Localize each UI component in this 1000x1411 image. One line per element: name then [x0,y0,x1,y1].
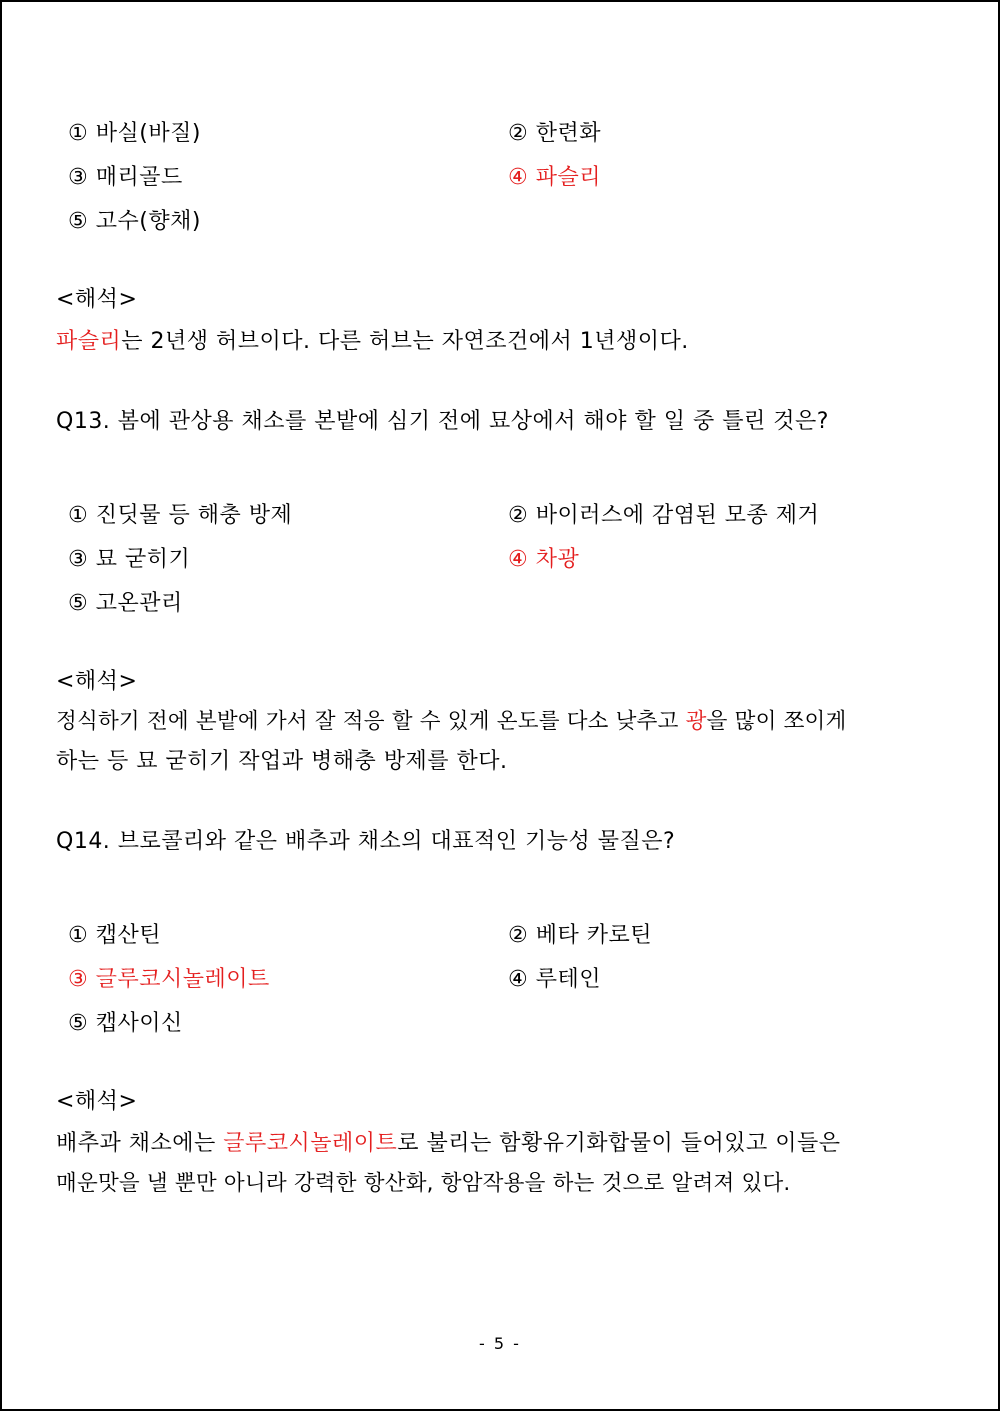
q14-option-5 [68,1008,183,1040]
option-text: 진딧물 등 해충 방제 [95,503,293,528]
option-text: 묘 굳히기 [95,547,191,572]
q12-option-3 [68,162,183,194]
explanation-text-cont: 을 많이 쪼이게 [706,709,847,734]
explanation-highlight: 파슬리 [56,329,122,354]
option-number: ② [508,121,529,146]
q13-explanation-line-2: 하는 등 묘 굳히기 작업과 병해충 방제를 한다. [56,749,508,774]
q12-explanation-label: <해석> [56,287,138,312]
option-text: 바이러스에 감염된 모종 제거 [535,503,820,528]
q14-question: Q14. 브로콜리와 같은 배추과 채소의 대표적인 기능성 물질은? [56,829,676,854]
option-number: ③ [68,967,89,992]
q13-question: Q13. 봄에 관상용 채소를 본밭에 심기 전에 묘상에서 해야 할 일 중 틀린 것은? [56,409,829,434]
q13-option-4-answer [508,544,579,576]
q12-option-4-answer [508,162,601,194]
option-number: ② [508,503,529,528]
q14-explanation-line-2: 매운맛을 낼 뿐만 아니라 강력한 항산화, 항암작용을 하는 것으로 알려져 있다. [56,1171,791,1196]
q13-explanation-line-1 [56,706,847,738]
q14-option-3-answer [68,964,270,996]
q13-option-3 [68,544,190,576]
option-text: 캡사이신 [95,1011,183,1036]
q13-option-5 [68,588,183,620]
option-text: 차광 [535,547,580,572]
option-number: ⑤ [68,1011,89,1036]
q12-option-2 [508,118,601,150]
option-number: ③ [68,547,89,572]
option-number: ④ [508,967,529,992]
option-text: 캡산틴 [95,923,161,948]
explanation-text: 는 2년생 허브이다. 다른 허브는 자연조건에서 1년생이다. [121,329,689,354]
option-number: ④ [508,165,529,190]
explanation-text: 배추과 채소에는 [56,1131,216,1156]
explanation-highlight: 광 [685,709,707,734]
option-number: ① [68,503,89,528]
q13-explanation-label: <해석> [56,669,138,694]
option-text: 한련화 [535,121,601,146]
q14-option-1 [68,920,161,952]
option-text: 파슬리 [535,165,601,190]
option-number: ⑤ [68,209,89,234]
option-number: ① [68,923,89,948]
option-text: 베타 카로틴 [535,923,652,948]
q12-option-1 [68,118,201,150]
option-number: ⑤ [68,591,89,616]
q12-explanation [56,326,689,358]
option-text: 고온관리 [95,591,183,616]
page-number: - 5 - [479,1334,521,1353]
q12-option-5 [68,206,201,238]
q14-explanation-label: <해석> [56,1089,138,1114]
option-text: 루테인 [535,967,601,992]
explanation-text-cont: 로 불리는 함황유기화합물이 들어있고 이들은 [397,1131,841,1156]
option-text: 바실(바질) [95,121,201,146]
q13-option-1 [68,500,292,532]
option-number: ① [68,121,89,146]
q14-explanation-line-1 [56,1128,841,1160]
q14-option-4 [508,964,601,996]
q14-option-2 [508,920,652,952]
q13-option-2 [508,500,819,532]
option-number: ② [508,923,529,948]
option-number: ④ [508,547,529,572]
option-text: 글루코시놀레이트 [95,967,270,992]
option-text: 매리골드 [95,165,183,190]
option-number: ③ [68,165,89,190]
explanation-highlight: 글루코시놀레이트 [223,1131,398,1156]
explanation-text: 정식하기 전에 본밭에 가서 잘 적응 할 수 있게 온도를 다소 낮추고 [56,709,679,734]
option-text: 고수(향채) [95,209,201,234]
